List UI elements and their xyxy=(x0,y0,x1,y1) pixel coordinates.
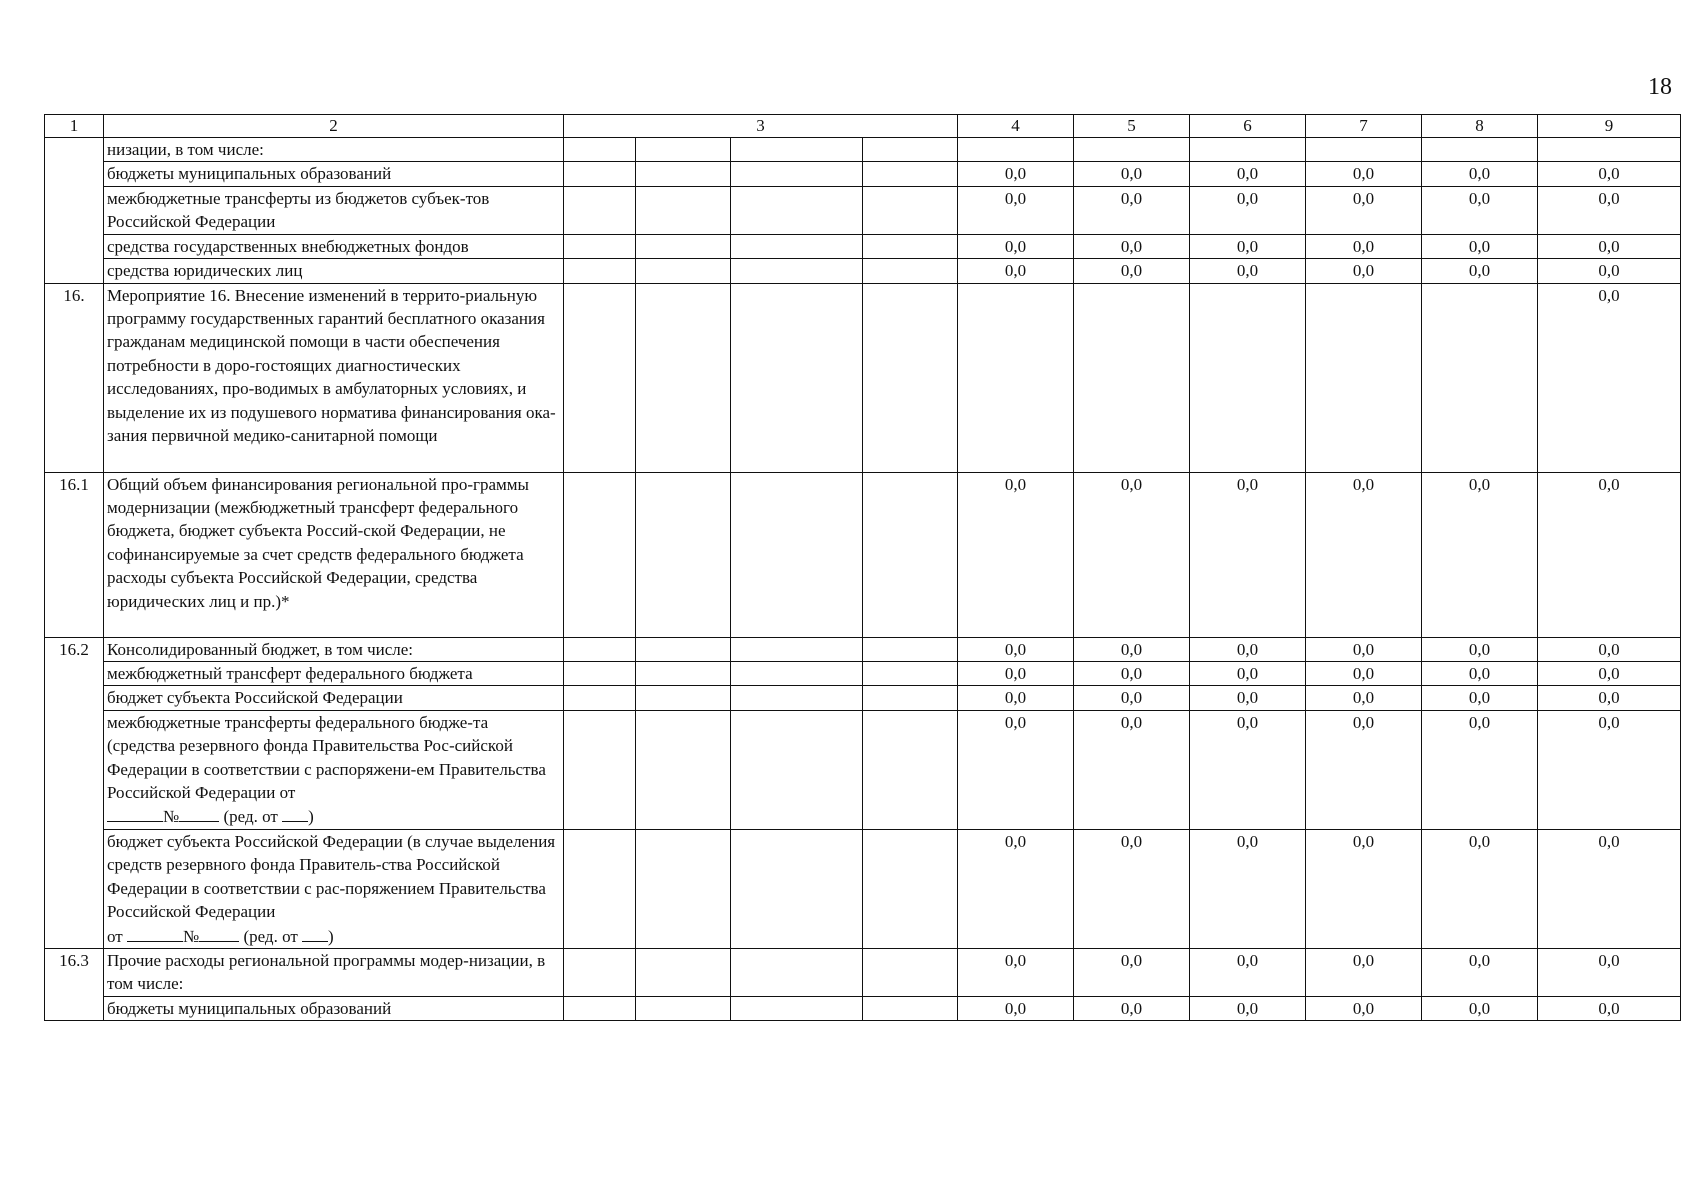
blank-line xyxy=(179,804,219,822)
blank-cell xyxy=(636,472,731,637)
row-number: 16. xyxy=(45,283,104,472)
value-cell-col7: 0,0 xyxy=(1306,234,1422,258)
value-cell-col5 xyxy=(1074,283,1190,472)
header-cell-col3: 3 xyxy=(564,115,958,138)
header-cell-col6: 6 xyxy=(1190,115,1306,138)
value-cell-col4: 0,0 xyxy=(958,472,1074,637)
value-cell-col9: 0,0 xyxy=(1538,710,1681,829)
value-cell-col9: 0,0 xyxy=(1538,259,1681,283)
value-cell-col8: 0,0 xyxy=(1422,996,1538,1020)
blank-cell xyxy=(863,710,958,829)
row-description: Консолидированный бюджет, в том числе: xyxy=(104,637,564,661)
value-cell-col7: 0,0 xyxy=(1306,829,1422,948)
budget-table xyxy=(44,114,1681,1021)
value-cell-col6: 0,0 xyxy=(1190,662,1306,686)
blank-cell xyxy=(564,283,636,472)
value-cell-col4: 0,0 xyxy=(958,996,1074,1020)
row-description: бюджет субъекта Российской Федерации xyxy=(104,686,564,710)
value-cell-col9: 0,0 xyxy=(1538,662,1681,686)
value-cell-col8: 0,0 xyxy=(1422,710,1538,829)
row-description xyxy=(104,829,564,948)
blank-line xyxy=(199,924,239,942)
value-cell-col6: 0,0 xyxy=(1190,710,1306,829)
value-cell-col5: 0,0 xyxy=(1074,234,1190,258)
value-cell-col9 xyxy=(1538,138,1681,162)
blank-cell xyxy=(731,948,863,996)
blank-cell xyxy=(636,283,731,472)
value-cell-col4: 0,0 xyxy=(958,259,1074,283)
table-row xyxy=(45,710,1681,829)
value-cell-col7: 0,0 xyxy=(1306,662,1422,686)
page-number: 18 xyxy=(1648,74,1672,100)
description-text: межбюджетные трансферты федерального бюдже-та (средства резервного фонда Правительства Рос-сийской Федерации в соответствии с распоряжени-ем Правительства Российской Федерации от xyxy=(107,712,546,803)
value-cell-col6: 0,0 xyxy=(1190,996,1306,1020)
blank-cell xyxy=(731,472,863,637)
blank-cell xyxy=(731,138,863,162)
value-cell-col8: 0,0 xyxy=(1422,472,1538,637)
row-description: межбюджетные трансферты из бюджетов субъек-тов Российской Федерации xyxy=(104,186,564,234)
blank-cell xyxy=(863,996,958,1020)
header-cell-col5: 5 xyxy=(1074,115,1190,138)
blank-cell xyxy=(564,162,636,186)
value-cell-col7: 0,0 xyxy=(1306,472,1422,637)
value-cell-col9: 0,0 xyxy=(1538,234,1681,258)
blank-cell xyxy=(564,829,636,948)
value-cell-col5: 0,0 xyxy=(1074,948,1190,996)
header-cell-col7: 7 xyxy=(1306,115,1422,138)
row-description: бюджеты муниципальных образований xyxy=(104,996,564,1020)
value-cell-col9: 0,0 xyxy=(1538,829,1681,948)
value-cell-col4: 0,0 xyxy=(958,234,1074,258)
blank-line xyxy=(107,804,163,822)
value-cell-col8: 0,0 xyxy=(1422,259,1538,283)
blank-cell xyxy=(636,259,731,283)
table-row xyxy=(45,829,1681,948)
value-cell-col6 xyxy=(1190,138,1306,162)
blank-cell xyxy=(863,472,958,637)
value-cell-col6: 0,0 xyxy=(1190,829,1306,948)
value-cell-col8: 0,0 xyxy=(1422,637,1538,661)
table-row xyxy=(45,162,1681,186)
value-cell-col7: 0,0 xyxy=(1306,259,1422,283)
row-number: 16.2 xyxy=(45,637,104,948)
blank-cell xyxy=(636,948,731,996)
table-row xyxy=(45,637,1681,661)
value-cell-col7 xyxy=(1306,283,1422,472)
value-cell-col5: 0,0 xyxy=(1074,162,1190,186)
blank-cell xyxy=(731,637,863,661)
table-row xyxy=(45,996,1681,1020)
value-cell-col4: 0,0 xyxy=(958,948,1074,996)
row-number: 16.1 xyxy=(45,472,104,637)
blank-cell xyxy=(636,710,731,829)
blank-cell xyxy=(731,686,863,710)
blank-cell xyxy=(863,829,958,948)
value-cell-col8: 0,0 xyxy=(1422,662,1538,686)
value-cell-col6: 0,0 xyxy=(1190,234,1306,258)
row-description: Прочие расходы региональной программы модер-низации, в том числе: xyxy=(104,948,564,996)
blank-cell xyxy=(564,686,636,710)
header-cell-col8: 8 xyxy=(1422,115,1538,138)
value-cell-col5: 0,0 xyxy=(1074,472,1190,637)
value-cell-col5 xyxy=(1074,138,1190,162)
header-cell-col2: 2 xyxy=(104,115,564,138)
blank-cell xyxy=(863,259,958,283)
blank-cell xyxy=(863,637,958,661)
value-cell-col8: 0,0 xyxy=(1422,186,1538,234)
blank-cell xyxy=(731,186,863,234)
value-cell-col6: 0,0 xyxy=(1190,948,1306,996)
value-cell-col8 xyxy=(1422,138,1538,162)
blank-cell xyxy=(636,686,731,710)
row-number xyxy=(45,138,104,284)
value-cell-col5: 0,0 xyxy=(1074,637,1190,661)
table-row xyxy=(45,234,1681,258)
blank-cell xyxy=(564,138,636,162)
form-edition-label: (ред. от xyxy=(243,926,298,946)
blank-line xyxy=(282,804,308,822)
value-cell-col7: 0,0 xyxy=(1306,996,1422,1020)
blank-cell xyxy=(731,162,863,186)
table-row xyxy=(45,686,1681,710)
blank-line xyxy=(127,924,183,942)
value-cell-col5: 0,0 xyxy=(1074,259,1190,283)
value-cell-col5: 0,0 xyxy=(1074,686,1190,710)
value-cell-col7: 0,0 xyxy=(1306,186,1422,234)
value-cell-col6: 0,0 xyxy=(1190,162,1306,186)
blank-cell xyxy=(731,710,863,829)
value-cell-col7 xyxy=(1306,138,1422,162)
blank-cell xyxy=(636,996,731,1020)
header-cell-col4: 4 xyxy=(958,115,1074,138)
value-cell-col8: 0,0 xyxy=(1422,234,1538,258)
table-row xyxy=(45,283,1681,472)
row-description: средства юридических лиц xyxy=(104,259,564,283)
table-row xyxy=(45,186,1681,234)
value-cell-col5: 0,0 xyxy=(1074,829,1190,948)
value-cell-col9: 0,0 xyxy=(1538,472,1681,637)
blank-cell xyxy=(731,234,863,258)
value-cell-col4: 0,0 xyxy=(958,829,1074,948)
blank-cell xyxy=(636,829,731,948)
blank-cell xyxy=(636,234,731,258)
blank-cell xyxy=(564,662,636,686)
header-cell-col9: 9 xyxy=(1538,115,1681,138)
blank-cell xyxy=(863,662,958,686)
value-cell-col6 xyxy=(1190,283,1306,472)
form-close-paren: ) xyxy=(308,807,314,827)
blank-cell xyxy=(863,686,958,710)
value-cell-col8: 0,0 xyxy=(1422,686,1538,710)
blank-cell xyxy=(863,283,958,472)
value-cell-col8: 0,0 xyxy=(1422,829,1538,948)
value-cell-col7: 0,0 xyxy=(1306,162,1422,186)
value-cell-col5: 0,0 xyxy=(1074,996,1190,1020)
value-cell-col8: 0,0 xyxy=(1422,948,1538,996)
row-number: 16.3 xyxy=(45,948,104,1020)
table-row xyxy=(45,948,1681,996)
blank-cell xyxy=(863,162,958,186)
row-description: низации, в том числе: xyxy=(104,138,564,162)
blank-cell xyxy=(863,948,958,996)
header-row xyxy=(45,115,1681,138)
value-cell-col4: 0,0 xyxy=(958,710,1074,829)
blank-cell xyxy=(564,637,636,661)
blank-cell xyxy=(564,710,636,829)
blank-cell xyxy=(731,829,863,948)
blank-cell xyxy=(863,186,958,234)
value-cell-col4: 0,0 xyxy=(958,186,1074,234)
blank-line xyxy=(302,924,328,942)
value-cell-col9: 0,0 xyxy=(1538,948,1681,996)
value-cell-col5: 0,0 xyxy=(1074,710,1190,829)
value-cell-col9: 0,0 xyxy=(1538,637,1681,661)
blank-cell xyxy=(863,138,958,162)
blank-cell xyxy=(731,662,863,686)
blank-cell xyxy=(863,234,958,258)
value-cell-col6: 0,0 xyxy=(1190,472,1306,637)
blank-cell xyxy=(731,283,863,472)
value-cell-col4: 0,0 xyxy=(958,162,1074,186)
value-cell-col9: 0,0 xyxy=(1538,162,1681,186)
value-cell-col9: 0,0 xyxy=(1538,686,1681,710)
value-cell-col6: 0,0 xyxy=(1190,259,1306,283)
value-cell-col5: 0,0 xyxy=(1074,662,1190,686)
value-cell-col4: 0,0 xyxy=(958,662,1074,686)
header-cell-col1: 1 xyxy=(45,115,104,138)
value-cell-col7: 0,0 xyxy=(1306,686,1422,710)
blank-cell xyxy=(564,996,636,1020)
value-cell-col8: 0,0 xyxy=(1422,162,1538,186)
value-cell-col5: 0,0 xyxy=(1074,186,1190,234)
value-cell-col9: 0,0 xyxy=(1538,186,1681,234)
form-edition-label: (ред. от xyxy=(223,807,278,827)
blank-cell xyxy=(564,948,636,996)
value-cell-col7: 0,0 xyxy=(1306,637,1422,661)
value-cell-col4 xyxy=(958,283,1074,472)
table-row xyxy=(45,138,1681,162)
row-description: бюджеты муниципальных образований xyxy=(104,162,564,186)
blank-cell xyxy=(731,259,863,283)
row-description xyxy=(104,710,564,829)
value-cell-col4: 0,0 xyxy=(958,686,1074,710)
value-cell-col4 xyxy=(958,138,1074,162)
blank-cell xyxy=(564,472,636,637)
blank-cell xyxy=(564,186,636,234)
form-close-paren: ) xyxy=(328,926,334,946)
value-cell-col6: 0,0 xyxy=(1190,637,1306,661)
blank-cell xyxy=(636,637,731,661)
table-row xyxy=(45,472,1681,637)
form-number-sign: № xyxy=(182,926,200,946)
value-cell-col8 xyxy=(1422,283,1538,472)
blank-cell xyxy=(636,186,731,234)
description-text: бюджет субъекта Российской Федерации (в случае выделения средств резервного фонда Правитель-ства Российской Федерации в соответствии с рас-поряжением Правительства Российской Федерации xyxy=(107,831,556,922)
form-number-sign: № xyxy=(163,807,180,827)
blank-cell xyxy=(564,234,636,258)
blank-cell xyxy=(636,162,731,186)
blank-cell xyxy=(564,259,636,283)
value-cell-col6: 0,0 xyxy=(1190,686,1306,710)
blank-cell xyxy=(636,662,731,686)
row-description: межбюджетный трансферт федерального бюджета xyxy=(104,662,564,686)
blank-cell xyxy=(731,996,863,1020)
value-cell-col4: 0,0 xyxy=(958,637,1074,661)
form-lead: от xyxy=(107,926,123,946)
blank-cell xyxy=(636,138,731,162)
table-row xyxy=(45,662,1681,686)
value-cell-col7: 0,0 xyxy=(1306,710,1422,829)
row-description: Общий объем финансирования региональной про-граммы модернизации (межбюджетный трансферт федерального бюджета, бюджет субъекта Россий-ской Федерации, не софинансируемые за счет средств федерального бюджета расходы субъекта Российской Федерации, средства юридических лиц и пр.)* xyxy=(104,472,564,637)
row-description: средства государственных внебюджетных фондов xyxy=(104,234,564,258)
value-cell-col7: 0,0 xyxy=(1306,948,1422,996)
value-cell-col6: 0,0 xyxy=(1190,186,1306,234)
table-row xyxy=(45,259,1681,283)
value-cell-col9: 0,0 xyxy=(1538,996,1681,1020)
value-cell-col9: 0,0 xyxy=(1538,283,1681,472)
row-description: Мероприятие 16. Внесение изменений в террито-риальную программу государственных гарантий бесплатного оказания гражданам медицинской помощи в части обеспечения потребности в доро-гостоящих диагностических исследованиях, про-водимых в амбулаторных условиях, и выделение их из подушевого норматива финансирования ока-зания первичной медико-санитарной помощи xyxy=(104,283,564,472)
